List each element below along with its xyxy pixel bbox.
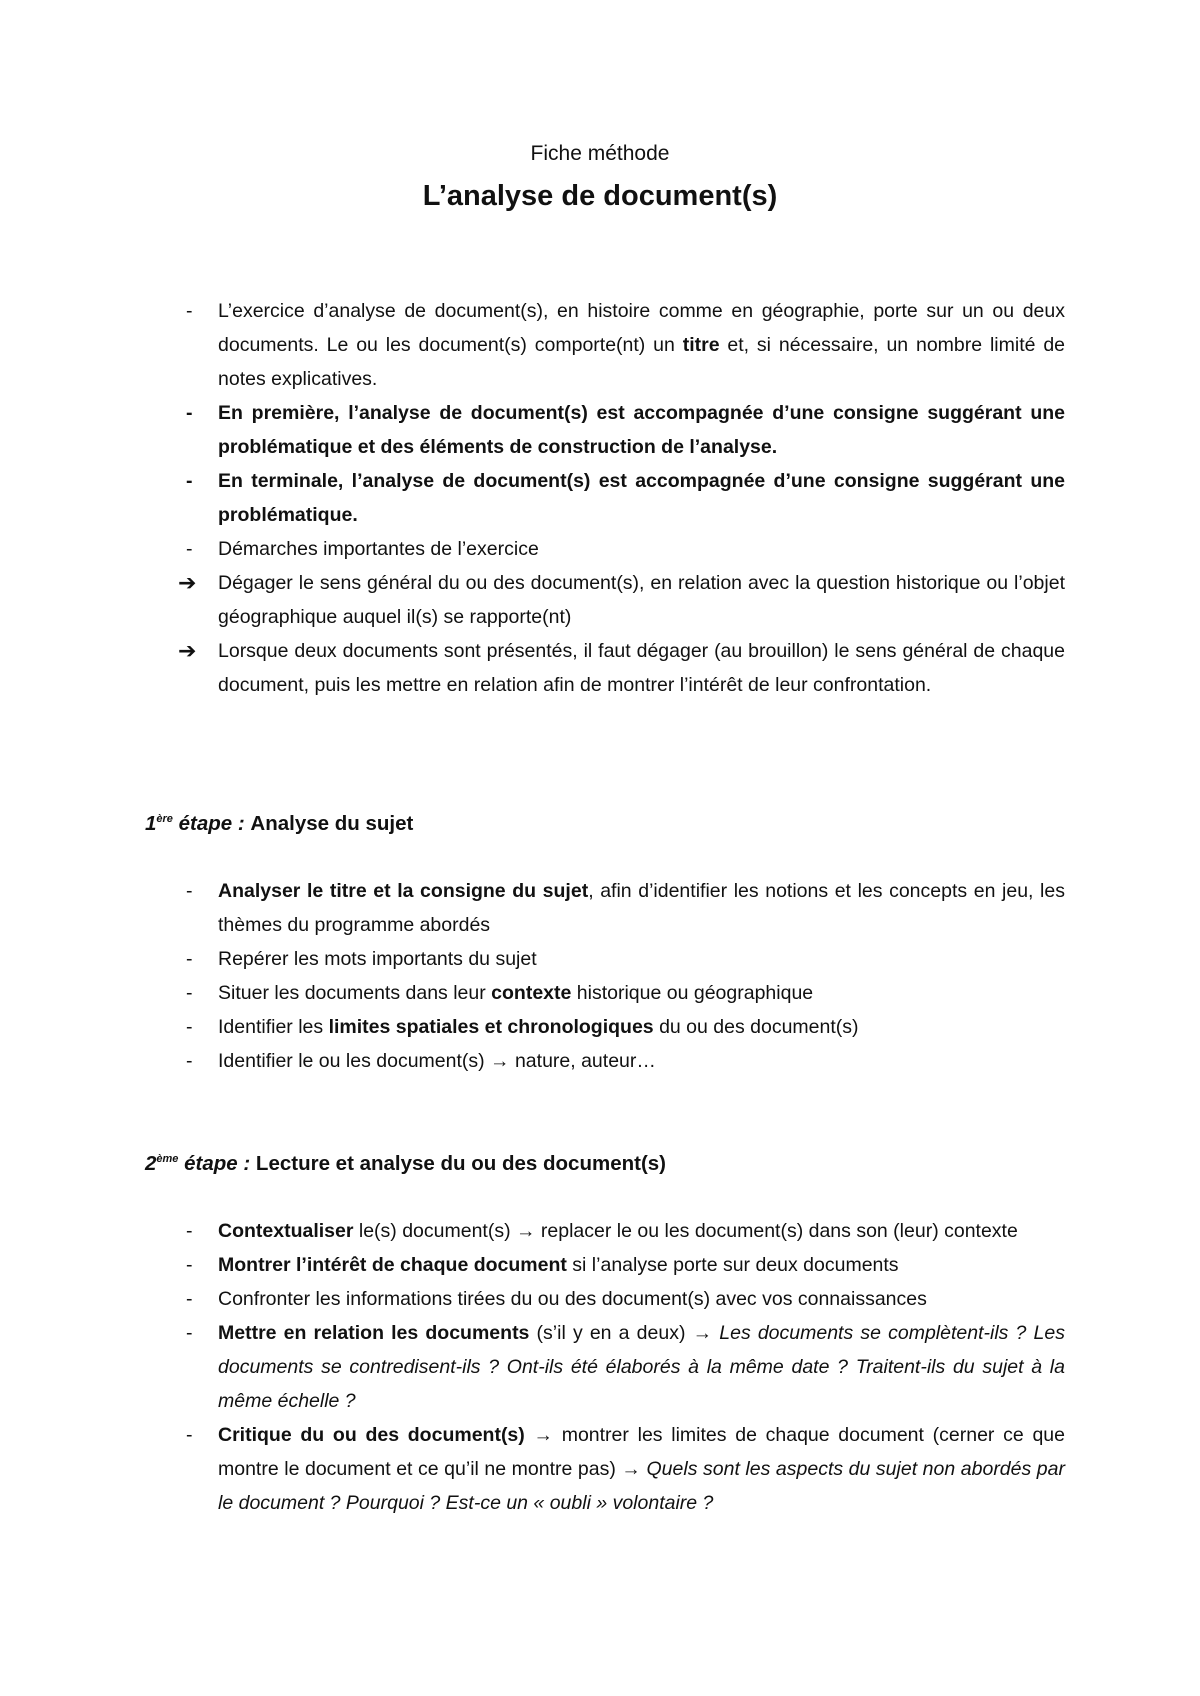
list-item — [178, 566, 1065, 634]
item-text: et, si nécessaire, un nombre limité de notes explicatives. — [218, 334, 1066, 390]
dash-bullet: - — [186, 1288, 193, 1310]
bold-text: En terminale, l’analyse de document(s) est accompagnée d’une consigne suggérant une problématique. — [218, 470, 1065, 526]
dash-bullet: - — [186, 538, 193, 560]
item-text: le(s) document(s) → replacer le ou les document(s) dans son (leur) contexte — [353, 1220, 1018, 1242]
item-text: L’exercice d’analyse de document(s), en histoire comme en géographie, porte sur un ou deux documents. Le ou les document(s) comporte(nt) un — [218, 300, 1065, 356]
list-item — [178, 294, 1065, 396]
item-text: Confronter les informations tirées du ou des document(s) avec vos connaissances — [218, 1288, 927, 1310]
dash-bullet: - — [186, 948, 193, 970]
item-text: Identifier les — [218, 1016, 329, 1038]
bold-text: Analyser le titre et la consigne du sujet — [218, 880, 589, 902]
bold-text: En première, l’analyse de document(s) est accompagnée d’une consigne suggérant une problématique et des éléments de construction de l’analyse. — [218, 402, 1065, 458]
item-text: Dégager le sens général du ou des document(s), en relation avec la question historique ou l’objet géographique auquel il(s) se rapporte(nt) — [218, 572, 1065, 628]
dash-bullet: - — [186, 402, 193, 424]
item-text: historique ou géographique — [571, 982, 814, 1004]
list-item — [178, 1316, 1065, 1418]
bold-text: Mettre en relation les documents — [218, 1322, 530, 1344]
step-1-title: Analyse du sujet — [250, 812, 414, 835]
step-2-list — [178, 1214, 1065, 1520]
item-text: Identifier le ou les document(s) → nature, auteur… — [218, 1050, 656, 1072]
item-text: si l’analyse porte sur deux documents — [566, 1254, 899, 1276]
item-text: Situer les documents dans leur — [218, 982, 492, 1004]
arrow-bullet-icon: ➔ — [178, 638, 197, 663]
step-2-ordinal: ème — [156, 1153, 179, 1166]
italic-text: Quels sont les aspects du sujet non abordés par le document ? Pourquoi ? Est-ce un « oubli » volontaire ? — [218, 1458, 1065, 1514]
document-title: L’analyse de document(s) — [422, 180, 778, 212]
dash-bullet: - — [186, 1016, 193, 1038]
arrow-bullet-icon: ➔ — [178, 570, 197, 595]
dash-bullet: - — [186, 982, 193, 1004]
bold-text: Contextualiser — [218, 1220, 354, 1242]
step-2-title: Lecture et analyse du ou des document(s) — [255, 1152, 667, 1175]
bold-text: titre — [682, 334, 720, 356]
item-text: Démarches importantes de l’exercice — [218, 538, 539, 560]
list-item — [178, 1010, 1065, 1044]
step-1-ordinal: ère — [156, 813, 173, 826]
step-1-list — [178, 874, 1065, 1078]
list-item — [178, 464, 1065, 532]
dash-bullet: - — [186, 1254, 193, 1276]
step-1-etape: étape — [178, 812, 233, 835]
list-item — [178, 1214, 1065, 1248]
bold-text: contexte — [491, 982, 572, 1004]
item-text: du ou des document(s) — [653, 1016, 859, 1038]
item-text: → montrer les limites de chaque document (cerner ce que montre le document et ce qu’il ne montre pas) → — [218, 1424, 1065, 1480]
item-text: (s’il y en a deux) → — [529, 1322, 720, 1344]
step-2-number: 2 — [145, 1152, 157, 1175]
list-item — [178, 942, 1065, 976]
step-2-sep: : — [237, 1152, 256, 1175]
step-2-etape: étape — [184, 1152, 238, 1175]
list-item — [178, 634, 1065, 702]
item-text: Repérer les mots importants du sujet — [218, 948, 537, 970]
list-item — [178, 1282, 1065, 1316]
bold-text: limites spatiales et chronologiques — [328, 1016, 654, 1038]
list-item — [178, 396, 1065, 464]
list-item — [178, 532, 1065, 566]
dash-bullet: - — [186, 1424, 193, 1446]
list-item — [178, 1248, 1065, 1282]
step-1-number: 1 — [145, 812, 157, 835]
dash-bullet: - — [186, 470, 193, 492]
bold-text: Montrer l’intérêt de chaque document — [218, 1254, 567, 1276]
bold-text: Critique du ou des document(s) — [218, 1424, 525, 1446]
italic-text: Les documents se complètent-ils ? Les documents se contredisent-ils ? Ont-ils été élaborés à la même date ? Traitent-ils du sujet à la même échelle ? — [218, 1322, 1065, 1412]
dash-bullet: - — [186, 1050, 193, 1072]
document-kicker: Fiche méthode — [530, 142, 670, 165]
step-2-heading — [145, 1152, 666, 1176]
list-item — [178, 874, 1065, 942]
list-item — [178, 976, 1065, 1010]
list-item — [178, 1418, 1065, 1520]
list-item — [178, 1044, 1065, 1078]
step-1-heading — [145, 812, 413, 836]
dash-bullet: - — [186, 300, 193, 322]
item-text: Lorsque deux documents sont présentés, il faut dégager (au brouillon) le sens général de chaque document, puis les mettre en relation afin de montrer l’intérêt de leur confrontation. — [218, 640, 1065, 696]
intro-list — [178, 294, 1065, 702]
dash-bullet: - — [186, 1220, 193, 1242]
item-text: , afin d’identifier les notions et les concepts en jeu, les thèmes du programme abordés — [218, 880, 1065, 936]
dash-bullet: - — [186, 880, 193, 902]
step-1-sep: : — [232, 812, 251, 835]
dash-bullet: - — [186, 1322, 193, 1344]
